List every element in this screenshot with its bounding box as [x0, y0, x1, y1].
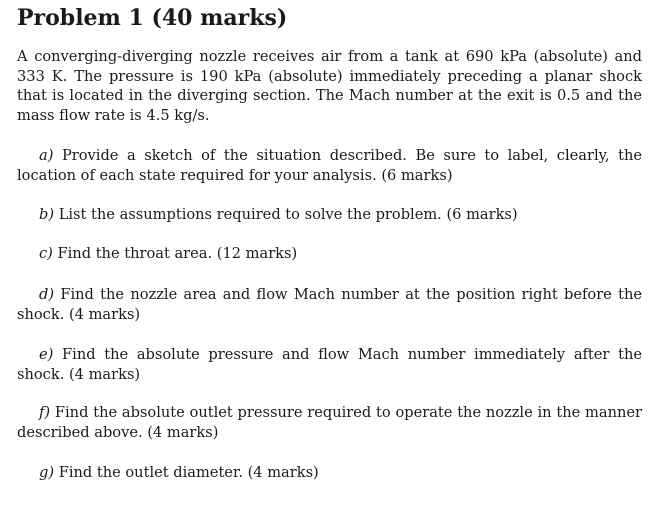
question-a — [17, 146, 642, 185]
question-c-text: Find the throat area. (12 marks) — [57, 245, 298, 262]
question-c — [17, 244, 642, 264]
question-b-label: b) — [39, 206, 55, 223]
question-g-label: g) — [39, 464, 55, 481]
problem-title: Problem 1 (40 marks) — [17, 5, 288, 31]
question-a-text: Provide a sketch of the situation described. Be sure to label, clearly, the location of each state required for your analysis. (6 marks) — [17, 147, 643, 184]
question-d-label: d) — [39, 286, 55, 303]
question-f-label: f) — [39, 404, 51, 421]
question-e-label: e) — [39, 346, 54, 363]
question-a-label: a) — [39, 147, 54, 164]
question-d — [17, 285, 642, 324]
question-b-text: List the assumptions required to solve the problem. (6 marks) — [58, 206, 518, 223]
question-g — [17, 463, 642, 483]
question-f — [17, 403, 642, 442]
question-e — [17, 345, 642, 384]
question-f-text: Find the absolute outlet pressure required to operate the nozzle in the manner described above. (4 marks) — [17, 404, 642, 441]
question-d-text: Find the nozzle area and flow Mach number at the position right before the shock. (4 marks) — [17, 286, 643, 323]
question-e-text: Find the absolute pressure and flow Mach number immediately after the shock. (4 marks) — [17, 346, 642, 383]
question-c-label: c) — [39, 245, 53, 262]
question-g-text: Find the outlet diameter. (4 marks) — [58, 464, 319, 481]
question-b — [17, 205, 642, 225]
problem-statement: A converging-diverging nozzle receives air from a tank at 690 kPa (absolute) and 333 K. The pressure is 190 kPa (absolute) immediately preceding a planar shock that is located in the diverging section. The Mach number at the exit is 0.5 and the mass flow rate is 4.5 kg/s. — [17, 48, 642, 124]
